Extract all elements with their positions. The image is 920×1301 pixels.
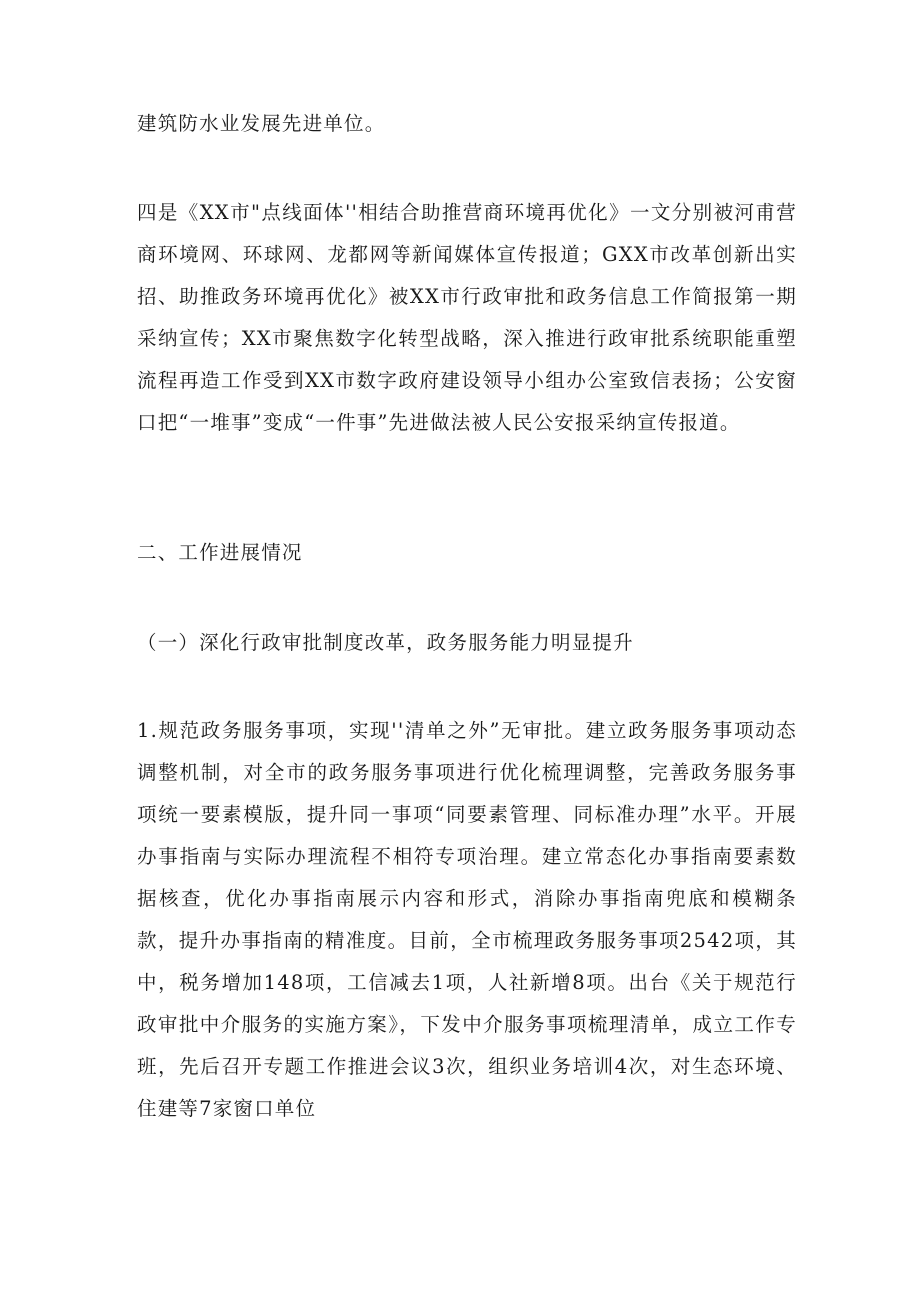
paragraph-award-ending: 建筑防水业发展先进单位。 [137,112,386,135]
subsection-heading-approval-reform: （一）深化行政审批制度改革，政务服务能力明显提升 [137,631,634,654]
section-heading-work-progress: 二、工作进展情况 [137,541,303,564]
paragraph-service-items: 1.规范政务服务事项，实现''清单之外”无审批。建立政务服务事项动态调整机制，对全市的政务服务事项进行优化梳理调整，完善政务服务事项统一要素模版，提升同一事项“同要素管理、同标准办理”水平。开展办事指南与实际办理流程不相符专项治理。建立常态化办事指南要素数据核查，优化办事指南展示内容和形式，消除办事指南兜底和模糊条款，提升办事指南的精准度。目前，全市梳理政务服务事项2542项，其中，税务增加148项，工信减去1项，人社新增8项。出台《关于规范行政审批中介服务的实施方案》，下发中介服务事项梳理清单，成立工作专班，先后召开专题工作推进会议3次，组织业务培训4次，对生态环境、住建等7家窗口单位 [137,719,797,1120]
paragraph-media-coverage: 四是《XX市"点线面体''相结合助推营商环境再优化》一文分别被河甫营商环境网、环球网、龙都网等新闻媒体宣传报道；GXX市改革创新出实招、助推政务环境再优化》被XX市行政审批和政务信息工作简报第一期采纳宣传；XX市聚焦数字化转型战略，深入推进行政审批系统职能重塑流程再造工作受到XX市数字政府建设领导小组办公室致信表扬；公安窗口把“一堆事”变成“一件事”先进做法被人民公安报采纳宣传报道。 [137,201,797,434]
